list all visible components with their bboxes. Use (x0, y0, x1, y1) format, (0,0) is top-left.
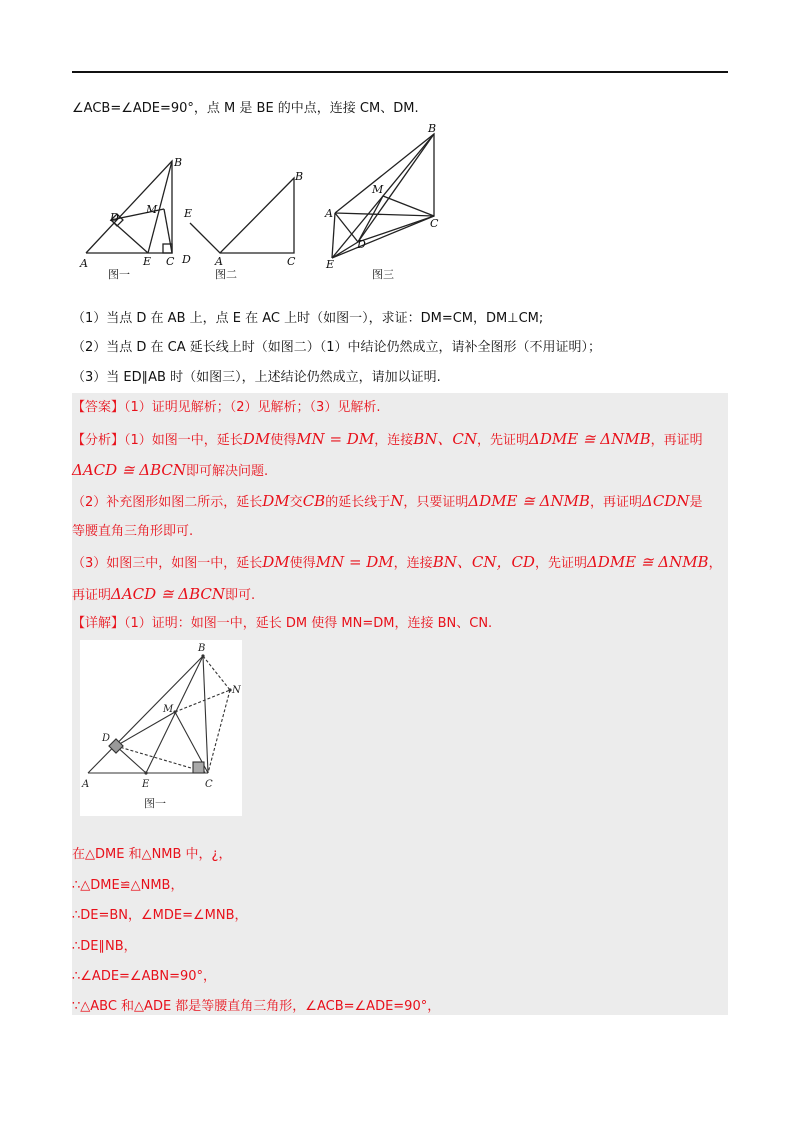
detail-label-n: N (232, 685, 241, 696)
figure-two (181, 170, 303, 280)
header-rule (72, 71, 728, 73)
answer-line (72, 399, 380, 417)
fig3-label-e: E (326, 258, 335, 271)
fig1-label-a: A (80, 257, 88, 270)
analysis-line-2: ΔACD ≅ ΔBCN即可解决问题. (72, 461, 269, 479)
detail-line-1: 在△DME 和△NMB 中，¿， (72, 847, 232, 862)
fig3-label-m: M (372, 183, 384, 196)
question-2: （2）当点 D 在 CA 延长线上时（如图二）（1）中结论仍然成立，请补全图形（不用证明）； (72, 340, 602, 355)
fig1-label-c: C (166, 255, 175, 268)
answer-tag: 【答案】 (72, 400, 125, 415)
fig2-label-d: D (182, 253, 191, 266)
fig3-label-d: D (357, 238, 366, 251)
analysis-line-6: 再证明ΔACD ≅ ΔBCN即可. (72, 585, 256, 603)
detail-line-2: ∴△DME≌△NMB， (72, 878, 184, 893)
question-3: （3）当 ED∥AB 时（如图三），上述结论仍然成立，请加以证明. (72, 370, 441, 385)
fig1-label-b: B (174, 156, 183, 169)
detail-label-a: A (82, 779, 90, 790)
fig3-label-a: A (325, 207, 333, 220)
figure-one (79, 156, 182, 280)
analysis-line-1: 【分析】（1）如图一中，延长DM使得MN = DM，连接BN、CN，先证明ΔDME ≅ ΔNMB，再证明 (72, 430, 703, 448)
analysis-line-3: （2）补充图形如图二所示，延长DM交CB的延长线于N，只要证明ΔDME ≅ ΔNMB，再证明ΔCDN是 (72, 492, 703, 510)
detail-line-5: ∴∠ADE=∠ABN=90°， (72, 969, 217, 984)
fig3-label-c: C (430, 217, 439, 230)
figure-three (324, 122, 439, 280)
detail-tag: 【详解】 (72, 616, 125, 631)
fig1-caption: 图一 (108, 268, 130, 280)
problem-figures (72, 120, 472, 280)
analysis-line-5: （3）如图三中，如图一中，延长DM使得MN = DM，连接BN、CN，CD，先证明ΔDME ≅ ΔNMB， (72, 553, 722, 571)
fig1-label-m: M (146, 203, 158, 216)
detail-line-4: ∴DE∥NB， (72, 939, 137, 954)
detail-figure (80, 640, 242, 816)
problem-intro: ∠ACB=∠ADE=90°，点 M 是 BE 的中点，连接 CM、DM. (72, 101, 419, 116)
detail-label-d: D (102, 733, 111, 744)
fig3-caption: 图三 (372, 268, 394, 280)
detail-heading (72, 615, 492, 633)
fig2-label-a: A (215, 255, 223, 268)
fig2-label-c: C (287, 255, 296, 268)
fig1-label-d: D (110, 211, 119, 224)
detail-label-e: E (142, 779, 150, 790)
detail-label-b: B (198, 643, 206, 654)
fig1-label-e: E (143, 255, 152, 268)
answer-text: （1）证明见解析；（2）见解析；（3）见解析. (124, 400, 381, 415)
detail-line-6: ∵△ABC 和△ADE 都是等腰直角三角形，∠ACB=∠ADE=90°， (72, 999, 441, 1014)
fig2-label-b: B (295, 170, 304, 183)
analysis-tag: 【分析】 (72, 433, 125, 448)
detail-line-3: ∴DE=BN，∠MDE=∠MNB， (72, 908, 248, 923)
fig2-caption: 图二 (215, 268, 237, 280)
fig3-label-b: B (428, 122, 437, 135)
detail-text: （1）证明：如图一中，延长 DM 使得 MN=DM，连接 BN、CN. (124, 616, 493, 631)
analysis-line-4: 等腰直角三角形即可. (72, 524, 194, 539)
detail-label-m: M (163, 704, 174, 715)
question-1: （1）当点 D 在 AB 上，点 E 在 AC 上时（如图一），求证：DM=CM，DM⊥CM; (72, 311, 544, 326)
detail-label-c: C (205, 779, 213, 790)
fig2-label-e: E (184, 207, 193, 220)
detail-caption: 图一 (144, 797, 166, 810)
